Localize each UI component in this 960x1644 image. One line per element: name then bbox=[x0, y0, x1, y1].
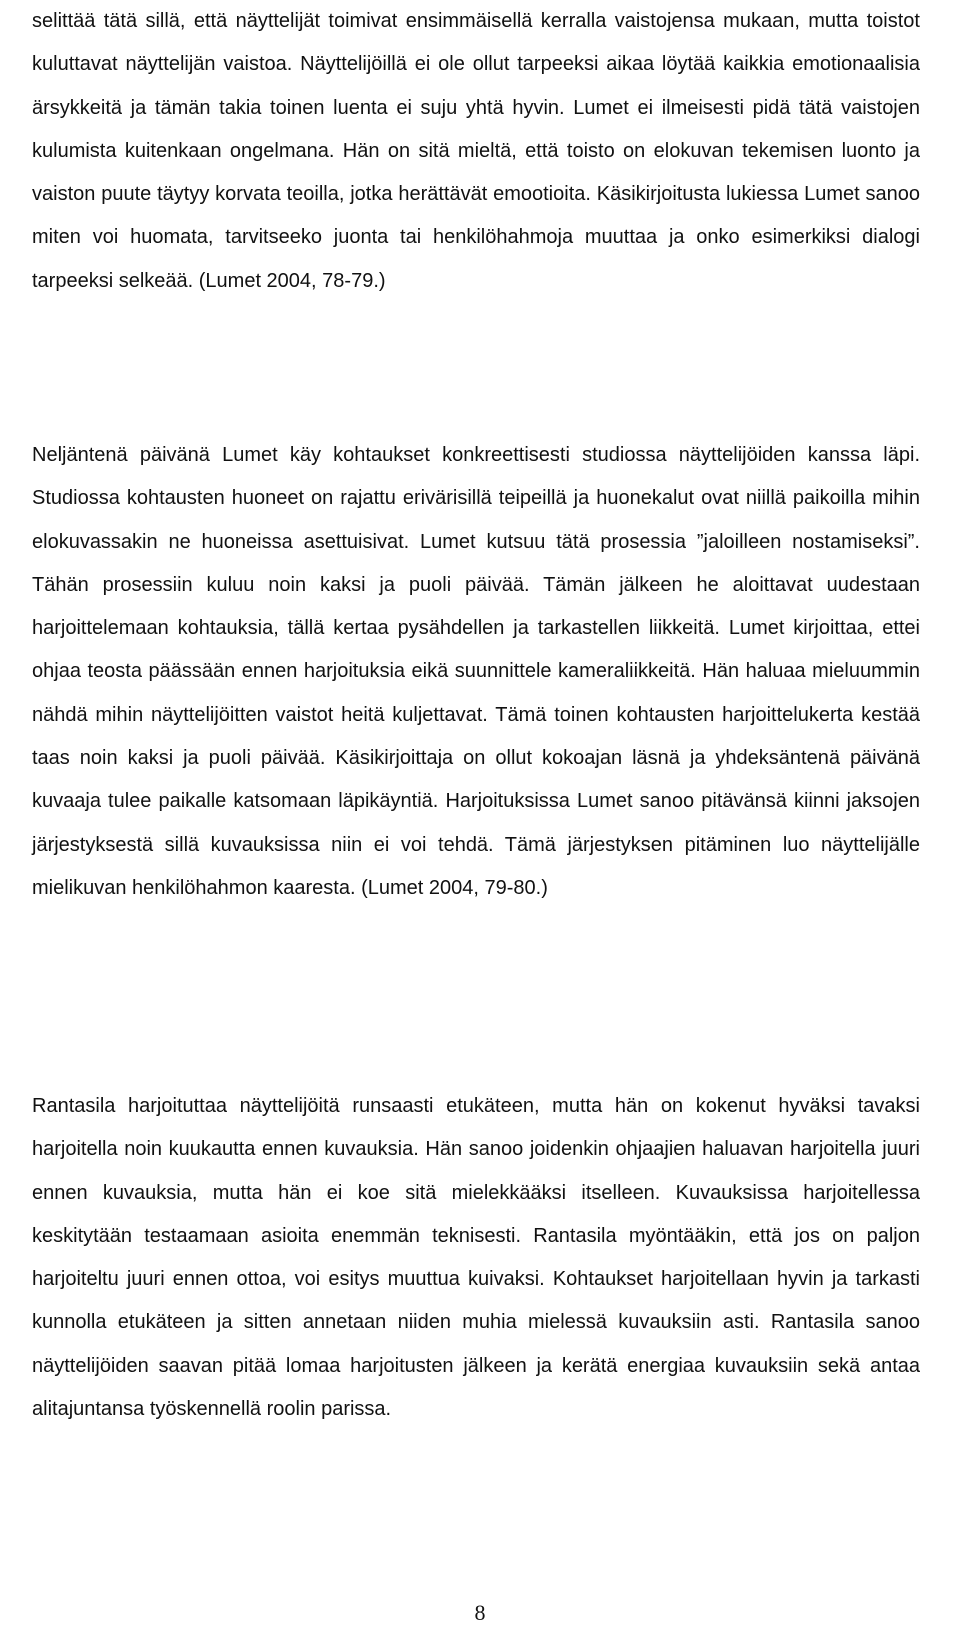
paragraph-1: selittää tätä sillä, että näyttelijät toimivat ensimmäisellä kerralla vaistojensa mukaan, mutta toistot kuluttavat näyttelijän vaistoa. Näyttelijöillä ei ole ollut tarpeeksi aikaa löytää kaikkia emotionaalisia ärsykkeitä ja tämän takia toinen luenta ei suju yhtä hyvin. Lumet ei ilmeisesti pidä tätä vaistojen kulumista kuitenkaan ongelmana. Hän on sitä mieltä, että toisto on elokuvan tekemisen luonto ja vaiston puute täytyy korvata teoilla, jotka herättävät emootioita. Käsikirjoitusta lukiessa Lumet sanoo miten voi huomata, tarvitseeko juonta tai henkilöhahmoja muuttaa ja onko esimerkiksi dialogi tarpeeksi selkeää. (Lumet 2004, 78-79.) bbox=[32, 10, 920, 292]
paragraph-3: Rantasila harjoituttaa näyttelijöitä runsaasti etukäteen, mutta hän on kokenut hyväksi tavaksi harjoitella noin kuukautta ennen kuvauksia. Hän sanoo joidenkin ohjaajien haluavan harjoitella juuri ennen kuvauksia, mutta hän ei koe sitä mielekkääksi itselleen. Kuvauksissa harjoitellessa keskitytään testaamaan asioita enemmän teknisesti. Rantasila myöntääkin, että jos on paljon harjoiteltu juuri ennen ottoa, voi esitys muuttua kuivaksi. Kohtaukset harjoitellaan hyvin ja tarkasti kunnolla etukäteen ja sitten annetaan niiden muhia mielessä kuvauksiin asti. Rantasila sanoo näyttelijöiden saavan pitää lomaa harjoitusten jälkeen ja kerätä energiaa kuvauksiin sekä antaa alitajuntansa työskennellä roolin parissa. bbox=[32, 1095, 920, 1421]
page-number: 8 bbox=[474, 1600, 486, 1625]
paragraph-2: Neljäntenä päivänä Lumet käy kohtaukset konkreettisesti studiossa näyttelijöiden kanssa läpi. Studiossa kohtausten huoneet on rajattu erivärisillä teipeillä ja huonekalut ovat niillä paikoilla mihin elokuvassakin ne huoneissa asettuisivat. Lumet kutsuu tätä prosessia ”jaloilleen nostamiseksi”. Tähän prosessiin kuluu noin kaksi ja puoli päivää. Tämän jälkeen he aloittavat uudestaan harjoittelemaan kohtauksia, tällä kertaa pysähdellen ja tarkastellen liikkeitä. Lumet kirjoittaa, ettei ohjaa teosta päässään ennen harjoituksia eikä suunnittele kameraliikkeitä. Hän haluaa mieluummin nähdä mihin näyttelijöitten vaistot heitä kuljettavat. Tämä toinen kohtausten harjoittelukerta kestää taas noin kaksi ja puoli päivää. Käsikirjoittaja on ollut kokoajan läsnä ja yhdeksäntenä päivänä kuvaaja tulee paikalle katsomaan läpikäyntiä. Harjoituksissa Lumet sanoo pitävänsä kiinni jaksojen järjestyksestä sillä kuvauksissa niin ei voi tehdä. Tämä järjestyksen pitäminen luo näyttelijälle mielikuvan henkilöhahmon kaaresta. (Lumet 2004, 79-80.) bbox=[32, 444, 920, 899]
